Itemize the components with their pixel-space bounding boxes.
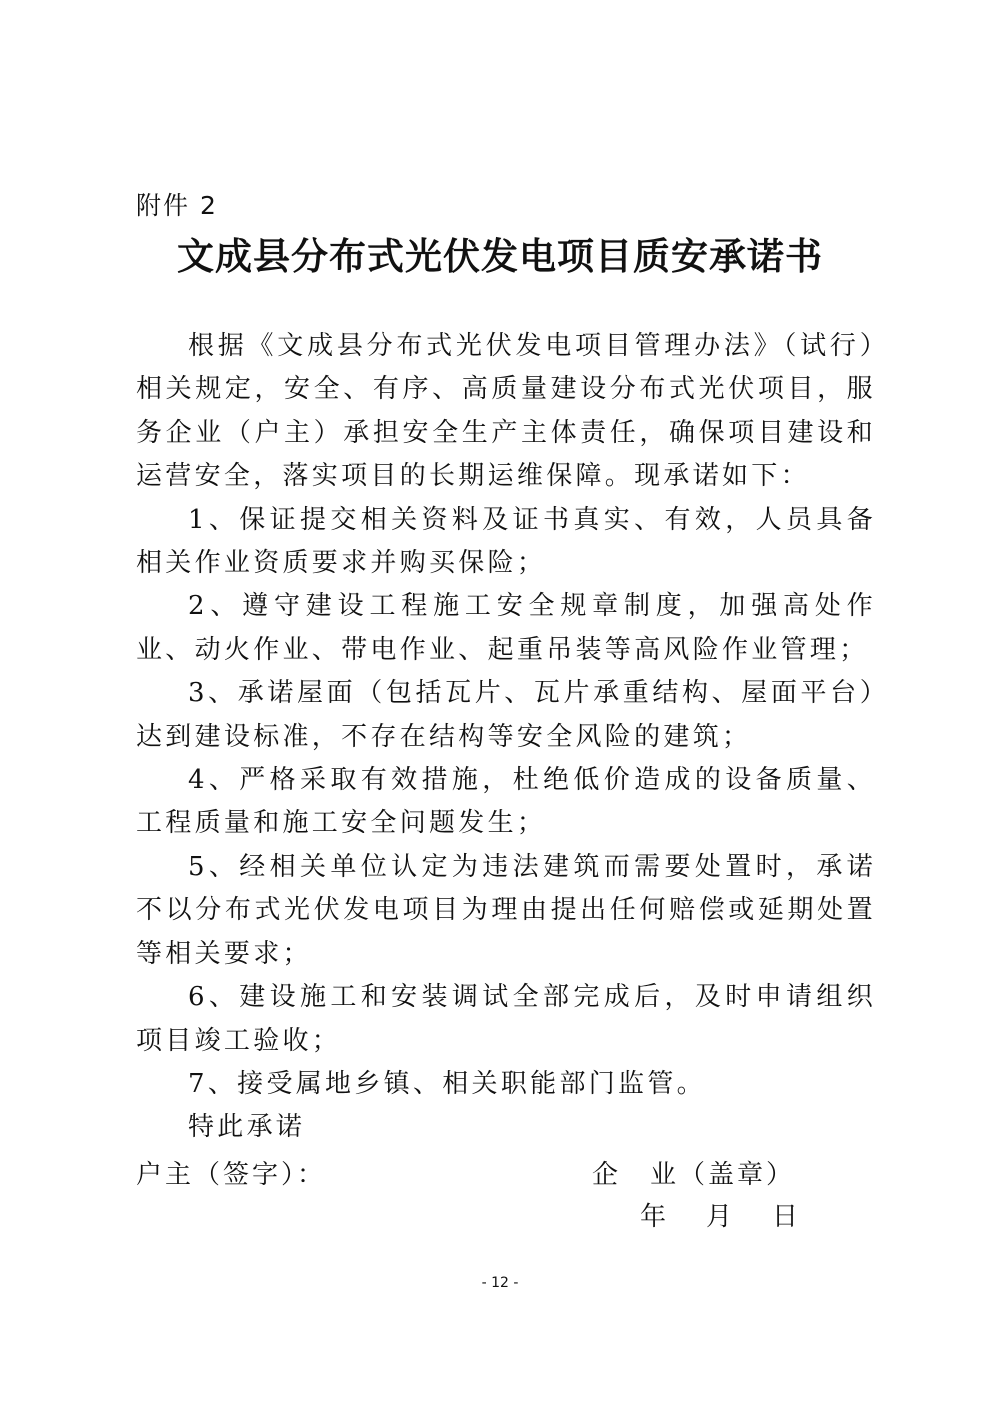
date-month-label: 月 [706, 1202, 736, 1232]
commitment-item-3: 3、承诺屋面（包括瓦片、瓦片承重结构、屋面平台）达到建设标准，不存在结构等安全风险的建筑； [136, 678, 876, 752]
date-year-label: 年 [640, 1202, 670, 1232]
owner-signature-label: 户主（签字）： [136, 1160, 327, 1190]
signature-row [136, 1154, 876, 1194]
page-number: - 12 - [481, 1275, 519, 1291]
attachment-label: 附件 2 [136, 191, 218, 220]
document-title: 文成县分布式光伏发电项目质安承诺书 [177, 235, 823, 278]
commitment-item-4: 4、严格采取有效措施，杜绝低价造成的设备质量、工程质量和施工安全问题发生； [136, 765, 876, 839]
commitment-item-6: 6、建设施工和安装调试全部完成后，及时申请组织项目竣工验收； [136, 982, 876, 1056]
commitment-item-2: 2、遵守建设工程施工安全规章制度，加强高处作业、动火作业、带电作业、起重吊装等高风险作业管理； [136, 591, 876, 665]
commitment-item-5: 5、经相关单位认定为违法建筑而需要处置时，承诺不以分布式光伏发电项目为理由提出任何赔偿或延期处置等相关要求； [136, 851, 876, 969]
intro-paragraph: 根据《文成县分布式光伏发电项目管理办法》（试行）相关规定，安全、有序、高质量建设分布式光伏项目，服务企业（户主）承担安全生产主体责任，确保项目建设和运营安全，落实项目的长期运维保障。现承诺如下： [136, 331, 876, 492]
company-seal-label: 企 业（盖章） [592, 1160, 796, 1190]
closing-statement: 特此承诺 [188, 1112, 306, 1143]
commitment-item-1: 1、保证提交相关资料及证书真实、有效，人员具备相关作业资质要求并购买保险； [136, 504, 876, 579]
commitment-item-7: 7、接受属地乡镇、相关职能部门监管。 [188, 1068, 706, 1099]
date-line [640, 1196, 801, 1233]
document-body [136, 325, 876, 1150]
date-day-label: 日 [772, 1202, 802, 1232]
